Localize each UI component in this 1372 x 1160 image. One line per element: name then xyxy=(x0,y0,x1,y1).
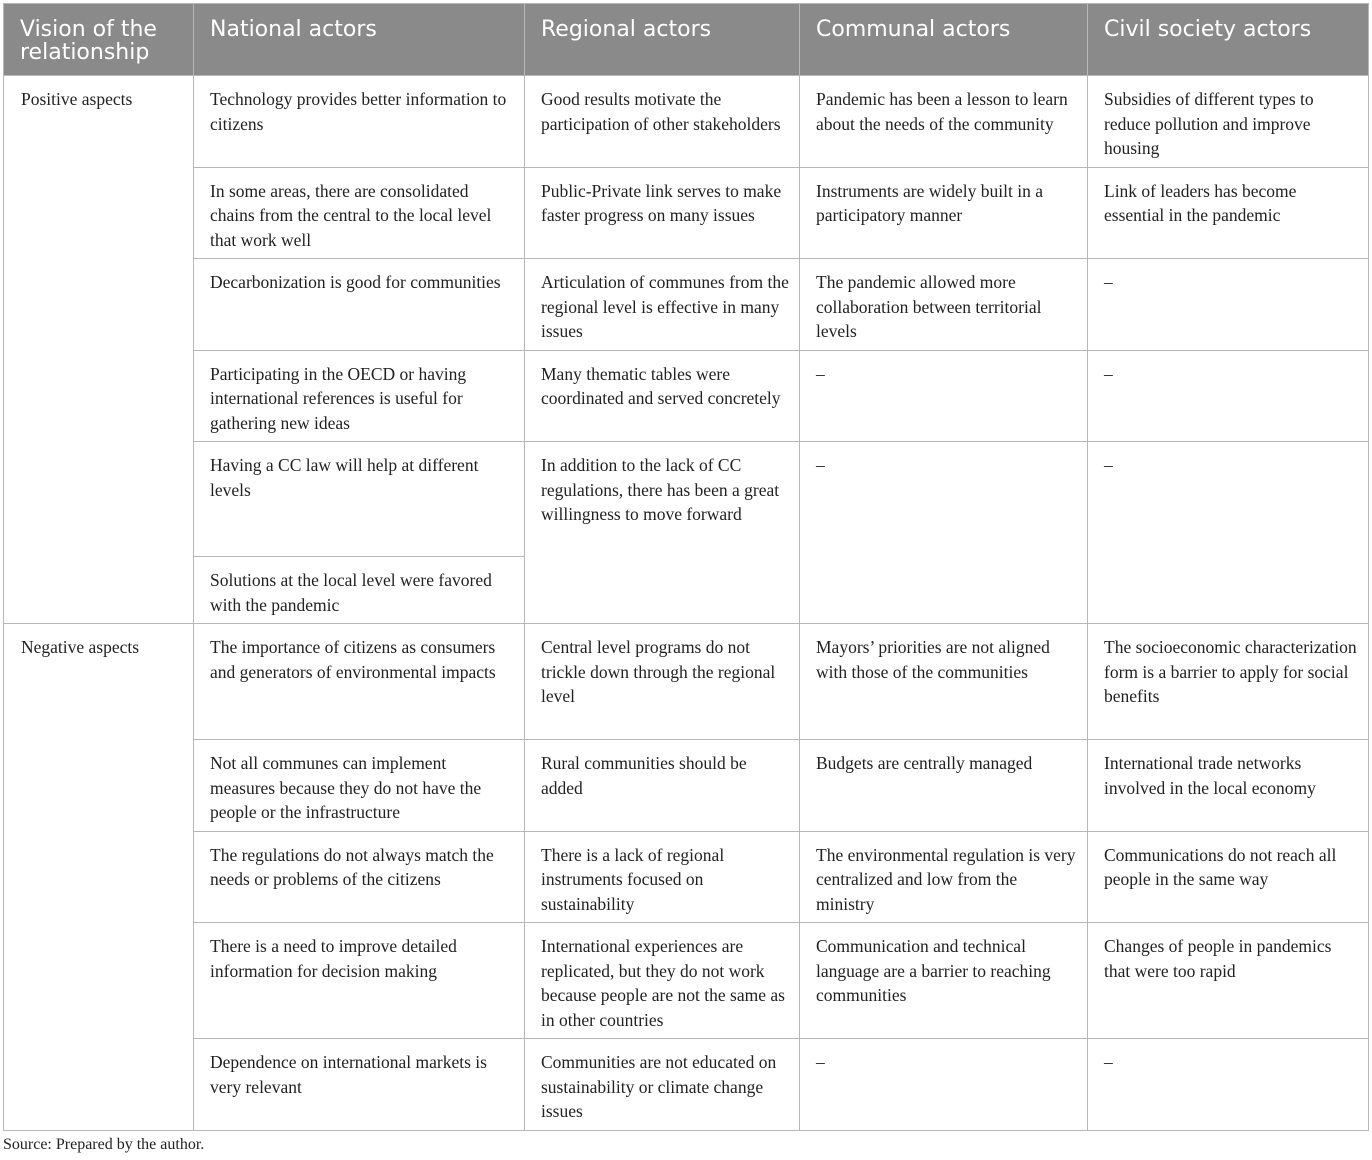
cell-civil: – xyxy=(1088,1039,1369,1131)
cell-national: Dependence on international markets is very relevant xyxy=(194,1039,525,1131)
cell-civil: International trade networks involved in the local economy xyxy=(1088,740,1369,832)
cell-communal: – xyxy=(800,1039,1088,1131)
header-communal: Communal actors xyxy=(800,4,1088,76)
cell-communal: Budgets are centrally managed xyxy=(800,740,1088,832)
cell-national: Having a CC law will help at different levels xyxy=(194,442,525,557)
table-row xyxy=(4,350,1369,442)
table-row xyxy=(4,624,1369,740)
cell-civil: Link of leaders has become essential in the pandemic xyxy=(1088,167,1369,259)
cell-communal: Instruments are widely built in a participatory manner xyxy=(800,167,1088,259)
header-civil: Civil society actors xyxy=(1088,4,1369,76)
table-row xyxy=(4,167,1369,259)
cell-civil: – xyxy=(1088,442,1369,624)
header-national: National actors xyxy=(194,4,525,76)
table-row xyxy=(4,923,1369,1039)
table-row xyxy=(4,831,1369,923)
cell-civil: The socioeconomic characterization form is a barrier to apply for social benefits xyxy=(1088,624,1369,740)
cell-national: Decarbonization is good for communities xyxy=(194,259,525,351)
table-row xyxy=(4,1039,1369,1131)
cell-national: In some areas, there are consolidated chains from the central to the local level that work well xyxy=(194,167,525,259)
cell-regional: Rural communities should be added xyxy=(525,740,800,832)
cell-regional: In addition to the lack of CC regulations, there has been a great willingness to move forward xyxy=(525,442,800,624)
cell-national: Solutions at the local level were favored with the pandemic xyxy=(194,557,525,624)
cell-communal: The pandemic allowed more collaboration between territorial levels xyxy=(800,259,1088,351)
cell-regional: Communities are not educated on sustainability or climate change issues xyxy=(525,1039,800,1131)
cell-national: Technology provides better information to citizens xyxy=(194,76,525,168)
cell-communal: Pandemic has been a lesson to learn about the needs of the community xyxy=(800,76,1088,168)
cell-civil: Changes of people in pandemics that were too rapid xyxy=(1088,923,1369,1039)
cell-regional: Public-Private link serves to make faster progress on many issues xyxy=(525,167,800,259)
cell-regional: Good results motivate the participation of other stakeholders xyxy=(525,76,800,168)
cell-regional: Central level programs do not trickle down through the regional level xyxy=(525,624,800,740)
cell-national: Participating in the OECD or having international references is useful for gathering new ideas xyxy=(194,350,525,442)
cell-communal: – xyxy=(800,442,1088,624)
table-row xyxy=(4,76,1369,168)
source-note: Source: Prepared by the author. xyxy=(3,1136,205,1153)
cell-national: Not all communes can implement measures because they do not have the people or the infrastructure xyxy=(194,740,525,832)
relationship-table xyxy=(3,3,1369,1131)
negative-aspects-label: Negative aspects xyxy=(4,624,194,1131)
cell-communal: The environmental regulation is very centralized and low from the ministry xyxy=(800,831,1088,923)
positive-aspects-label: Positive aspects xyxy=(4,76,194,624)
cell-civil: Subsidies of different types to reduce pollution and improve housing xyxy=(1088,76,1369,168)
table-row xyxy=(4,740,1369,832)
cell-regional: International experiences are replicated, but they do not work because people are not the same as in other countries xyxy=(525,923,800,1039)
table-row xyxy=(4,259,1369,351)
table-row xyxy=(4,442,1369,557)
header-regional: Regional actors xyxy=(525,4,800,76)
cell-civil: – xyxy=(1088,350,1369,442)
header-vision: Vision of the relationship xyxy=(4,4,194,76)
cell-communal: – xyxy=(800,350,1088,442)
header-row xyxy=(4,4,1369,76)
cell-national: There is a need to improve detailed information for decision making xyxy=(194,923,525,1039)
cell-communal: Mayors’ priorities are not aligned with those of the communities xyxy=(800,624,1088,740)
cell-regional: Many thematic tables were coordinated and served concretely xyxy=(525,350,800,442)
cell-national: The regulations do not always match the needs or problems of the citizens xyxy=(194,831,525,923)
cell-regional: Articulation of communes from the regional level is effective in many issues xyxy=(525,259,800,351)
cell-regional: There is a lack of regional instruments focused on sustainability xyxy=(525,831,800,923)
cell-civil: Communications do not reach all people in the same way xyxy=(1088,831,1369,923)
cell-national: The importance of citizens as consumers and generators of environmental impacts xyxy=(194,624,525,740)
cell-civil: – xyxy=(1088,259,1369,351)
cell-communal: Communication and technical language are a barrier to reaching communities xyxy=(800,923,1088,1039)
